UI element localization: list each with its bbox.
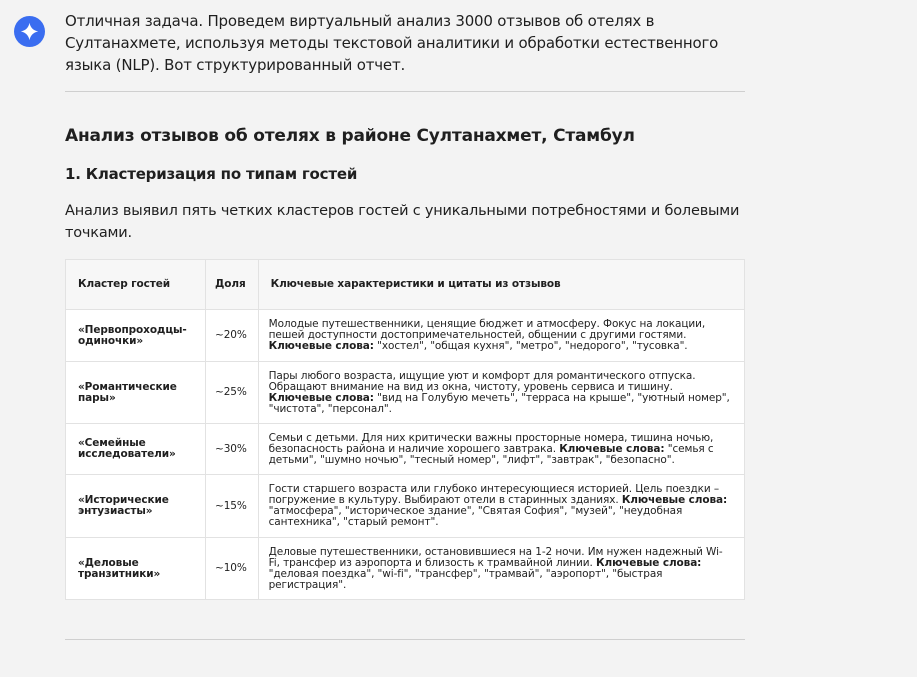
cluster-name: «Романтические пары» [66, 362, 206, 424]
response-intro: Отличная задача. Проведем виртуальный анализ 3000 отзывов об отелях в Султанахмете, используя методы текстовой аналитики и обработки естественного языка (NLP). Вот структурированный отчет. [65, 12, 719, 74]
section-title: 1. Кластеризация по типам гостей [65, 165, 358, 183]
cluster-description [258, 475, 744, 538]
gemini-sparkle-icon [20, 22, 39, 41]
assistant-avatar [14, 16, 45, 47]
keywords-text: "вид на Голубую мечеть", "терраса на крыше", "уютный номер", "чистота", "персонал". [268, 391, 730, 415]
cluster-share: ~25% [206, 362, 259, 424]
cluster-share: ~30% [206, 424, 259, 475]
keywords-text: "семья с детьми", "шумно ночью", "тесный номер", "лифт", "завтрак", "безопасно". [268, 442, 714, 466]
cluster-name: «Семейные исследователи» [66, 424, 206, 475]
cluster-description [258, 538, 744, 600]
cluster-description [258, 310, 744, 362]
column-header-share: Доля [206, 260, 259, 310]
table-row [66, 538, 745, 600]
column-header-characteristics: Ключевые характеристики и цитаты из отзывов [258, 260, 744, 310]
table-row [66, 310, 745, 362]
keywords-label: Ключевые слова: [596, 556, 702, 569]
keywords-label: Ключевые слова: [621, 494, 728, 506]
column-header-cluster: Кластер гостей [66, 260, 206, 310]
cluster-share: ~10% [206, 538, 259, 600]
cluster-description [258, 362, 744, 424]
report-title: Анализ отзывов об отелях в районе Султанахмет, Стамбул [65, 126, 635, 146]
divider [65, 91, 745, 92]
keywords-label: Ключевые слова: [268, 391, 374, 404]
cluster-name: «Деловые транзитники» [66, 538, 206, 600]
keywords-text: "атмосфера", "историческое здание", "Святая София", "музей", "неудобная сантехника", "старый ремонт". [268, 505, 683, 528]
table-row [66, 362, 745, 424]
description-text: Деловые путешественники, остановившиеся на 1-2 ночи. Им нужен надежный Wi-Fi, трансфер из аэропорта и близость к трамвайной линии. [268, 545, 723, 569]
clusters-table [65, 259, 745, 600]
keywords-label: Ключевые слова: [268, 340, 374, 352]
keywords-text: "деловая поездка", "wi-fi", "трансфер", "трамвай", "аэропорт", "быстрая регистрация". [268, 567, 663, 591]
table-row [66, 475, 745, 538]
cluster-name: «Первопроходцы-одиночки» [66, 310, 206, 362]
description-text: Гости старшего возраста или глубоко интересующиеся историей. Цель поездки – погружение в культуру. Выбирают отели в старинных зданиях. [268, 483, 720, 506]
assistant-response [65, 10, 745, 640]
table-header-row [66, 260, 745, 310]
keywords-label: Ключевые слова: [559, 442, 665, 455]
cluster-name: «Исторические энтузиасты» [66, 475, 206, 538]
description-text: Семьи с детьми. Для них критически важны просторные номера, тишина ночью, безопасность района и наличие хорошего завтрака. [268, 431, 714, 455]
keywords-text: "хостел", "общая кухня", "метро", "недорого", "тусовка". [377, 340, 688, 352]
cluster-share: ~20% [206, 310, 259, 362]
description-text: Молодые путешественники, ценящие бюджет и атмосферу. Фокус на локации, пешей доступности достопримечательностей, общении с другими гостями. [268, 318, 706, 341]
table-row [66, 424, 745, 475]
cluster-share: ~15% [206, 475, 259, 538]
divider [65, 639, 745, 640]
section-intro: Анализ выявил пять четких кластеров гостей с уникальными потребностями и болевыми точками. [65, 203, 740, 241]
description-text: Пары любого возраста, ищущие уют и комфорт для романтического отпуска. Обращают внимание на вид из окна, чистоту, уровень сервиса и тишину. [268, 369, 696, 393]
cluster-description [258, 424, 744, 475]
